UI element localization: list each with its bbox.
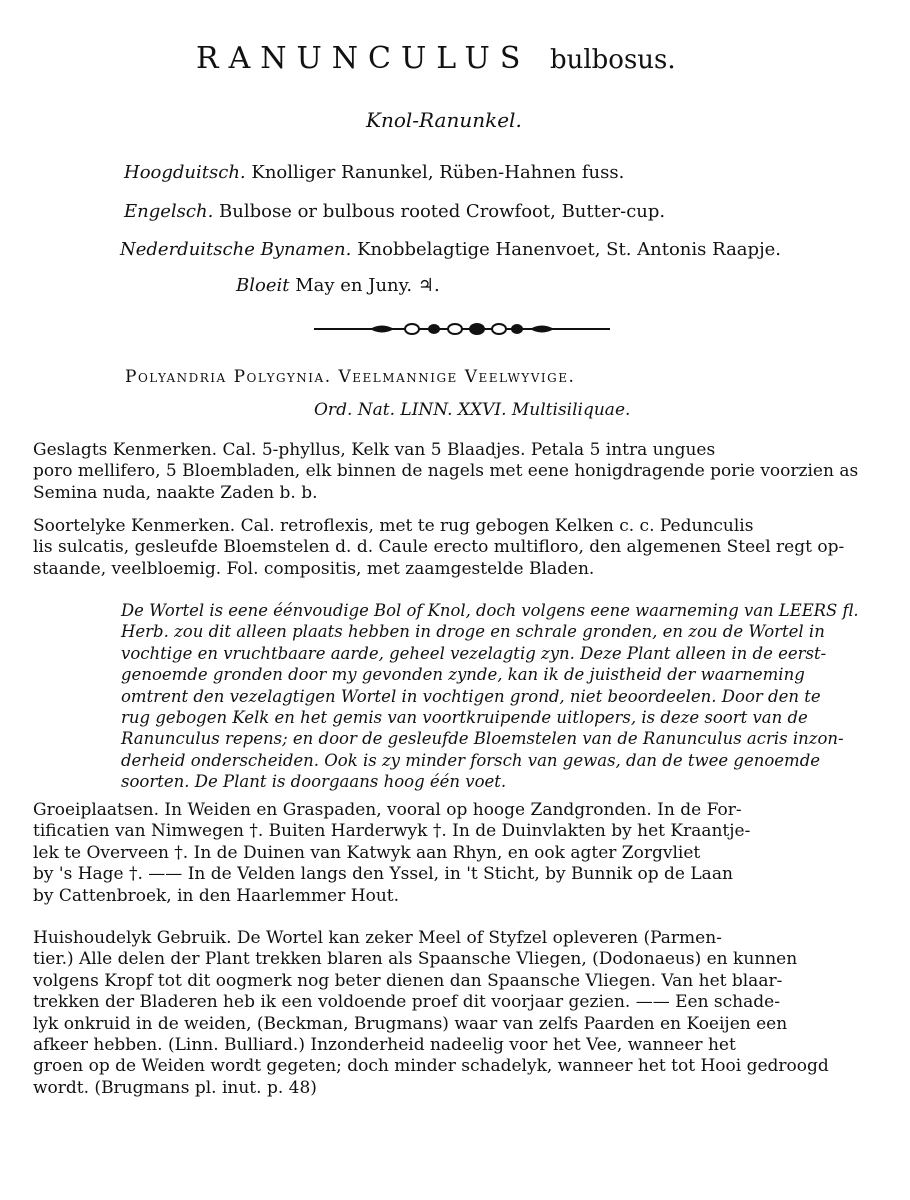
text-line: by Cattenbroek, in den Haarlemmer Hout. <box>33 885 399 906</box>
text-line: trekken der Bladeren heb ik een voldoende proef dit voorjaar gezien. —— Een schade- <box>33 992 780 1013</box>
synonym-text: Knobbelagtige Hanenvoet, St. Antonis Raapje. <box>357 239 782 260</box>
text-line: afkeer hebben. (Linn. Bulliard.) Inzonderheid nadeelig voor het Vee, wanneer het <box>33 1035 736 1056</box>
text-line: derheid onderscheiden. Ook is zy minder forsch van gewas, dan de twee genoemde <box>121 750 821 770</box>
text-line: staande, veelbloemig. Fol. compositis, met zaamgestelde Bladen. <box>33 558 595 579</box>
text-line: vochtige en vruchtbaare aarde, geheel vezelagtig zyn. Deze Plant alleen in de eerst- <box>121 643 827 663</box>
synonym-label: Hoogduitsch. <box>124 162 246 183</box>
genus-characters <box>33 440 881 504</box>
synonym-dutch <box>120 241 781 259</box>
genus-name: RANUNCULUS <box>196 41 531 76</box>
text-line: lis sulcatis, gesleufde Bloemstelen d. d. Caule erecto multifloro, den algemenen Steel regt op- <box>33 537 845 558</box>
text-line: by 's Hage †. —— In de Velden langs den Yssel, in 't Sticht, by Bunnik op de Laan <box>33 864 733 885</box>
text-line: poro mellifero, 5 Bloembladen, elk binnen de nagels met eene honigdragende porie voorzien as <box>33 461 859 482</box>
synonym-label: Bloeit <box>236 275 290 296</box>
ornamental-divider <box>312 318 612 340</box>
species-name: bulbosus. <box>549 45 676 75</box>
text-line: tier.) Alle delen der Plant trekken blaren als Spaansche Vliegen, (Dodonaeus) en kunnen <box>33 949 798 970</box>
text-line: De Wortel is eene éénvoudige Bol of Knol, doch volgens eene waarneming van LEERS fl. <box>121 601 859 620</box>
text-line: Semina nuda, naakte Zaden b. b. <box>33 482 318 503</box>
synonym-label: Nederduitsche Bynamen. <box>120 239 352 260</box>
text-line: Geslagts Kenmerken. Cal. 5-phyllus, Kelk van 5 Blaadjes. Petala 5 intra ungues <box>33 440 716 460</box>
household-use-paragraph <box>33 928 881 1099</box>
root-note <box>121 600 859 793</box>
dutch-name: Knol-Ranunkel. <box>366 108 522 132</box>
text-line: wordt. (Brugmans pl. inut. p. 48) <box>33 1077 317 1098</box>
natural-order: Ord. Nat. LINN. XXVI. Multisiliquae. <box>314 400 631 420</box>
flowering-time <box>236 277 440 295</box>
synonym-english <box>124 203 665 221</box>
synonym-text: Bulbose or bulbous rooted Crowfoot, Butter-cup. <box>219 201 666 222</box>
text-line: lyk onkruid in de weiden, (Beckman, Brugmans) waar van zelfs Paarden en Koeijen een <box>33 1013 788 1034</box>
text-line: Groeiplaatsen. In Weiden en Graspaden, vooral op hooge Zandgronden. In de For- <box>33 800 742 820</box>
text-line: groen op de Weiden wordt gegeten; doch minder schadelyk, wanneer het tot Hooi gedroogd <box>33 1056 829 1077</box>
text-line: volgens Kropf tot dit oogmerk nog beter dienen dan Spaansche Vliegen. Van het blaar- <box>33 970 783 991</box>
text-line: Huishoudelyk Gebruik. De Wortel kan zeker Meel of Styfzel opleveren (Parmen- <box>33 928 722 948</box>
text-line: Herb. zou dit alleen plaats hebben in droge en schrale gronden, en zou de Wortel in <box>121 622 825 642</box>
linnaean-class: Polyandria Polygynia. Veelmannige Veelwyvige. <box>125 367 576 387</box>
text-line: Ranunculus repens; en door de gesleufde Bloemstelen van de Ranunculus acris inzon- <box>121 729 844 749</box>
text-line: rug gebogen Kelk en het gemis van voortkruipende uitlopers, is deze soort van de <box>121 708 808 728</box>
synonym-label: Engelsch. <box>124 201 214 222</box>
text-line: omtrent den vezelagtigen Wortel in vochtigen grond, niet beoordeelen. Door den te <box>121 686 821 706</box>
text-line: soorten. De Plant is doorgaans hoog één voet. <box>121 772 507 792</box>
text-line: genoemde gronden door my gevonden zynde, kan ik de juistheid der waarneming <box>121 665 805 685</box>
synonym-german <box>124 164 624 182</box>
synonym-text: Knolliger Ranunkel, Rüben-Hahnen fuss. <box>251 162 625 183</box>
genus-title <box>196 41 676 76</box>
text-line: Soortelyke Kenmerken. Cal. retroflexis, met te rug gebogen Kelken c. c. Pedunculis <box>33 516 754 536</box>
synonym-text: May en Juny. ♃. <box>295 275 440 296</box>
text-line: lek te Overveen †. In de Duinen van Katwyk aan Rhyn, en ook agter Zorgvliet <box>33 842 701 863</box>
habitat-paragraph <box>33 800 881 907</box>
species-characters <box>33 516 881 580</box>
text-line: tificatien van Nimwegen †. Buiten Harderwyk †. In de Duinvlakten by het Kraantje- <box>33 821 751 842</box>
